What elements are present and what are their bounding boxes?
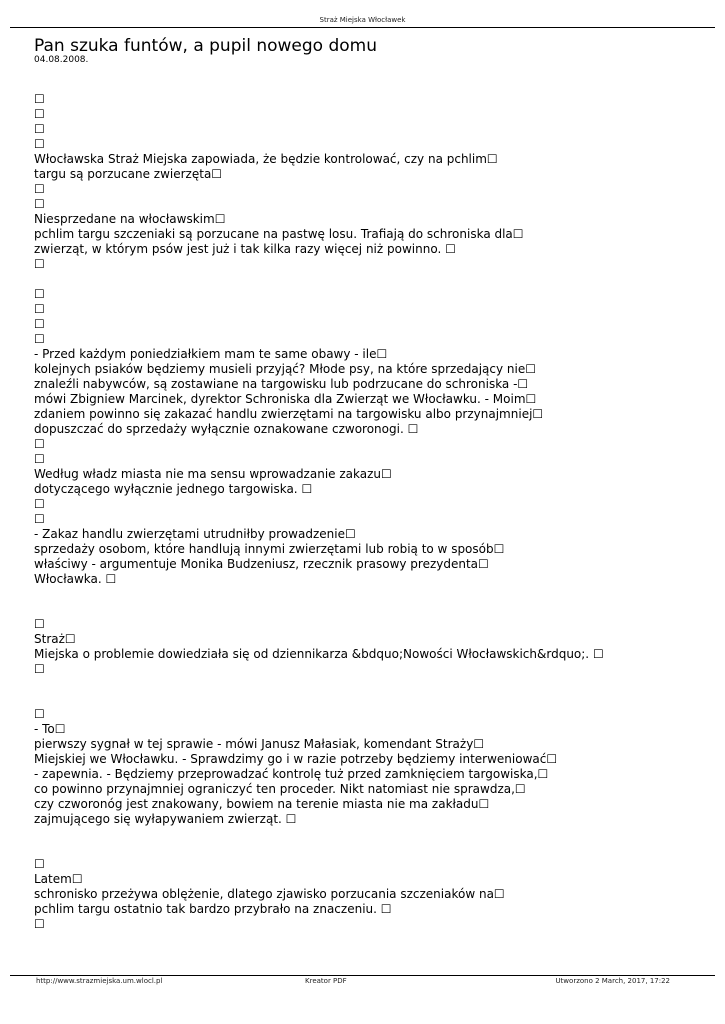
body-line: znaleźli nabywców, są zostawiane na targowisku lub podrzucane do schroniska -☐ xyxy=(34,377,529,391)
body-line: Straż☐ xyxy=(34,632,76,646)
body-line: zwierząt, w którym psów jest już i tak kilka razy więcej niż powinno. ☐ xyxy=(34,242,456,256)
body-line: ☐ xyxy=(34,287,45,301)
footer-creator: Kreator PDF xyxy=(305,977,347,985)
body-line: ☐ xyxy=(34,197,45,211)
body-line: co powinno przynajmniej ograniczyć ten proceder. Nikt natomiast nie sprawdza,☐ xyxy=(34,782,526,796)
article-title: Pan szuka funtów, a pupil nowego domu xyxy=(34,36,378,56)
body-line: - To☐ xyxy=(34,722,66,736)
body-line: ☐ xyxy=(34,857,45,871)
body-line xyxy=(34,272,714,287)
body-line: ☐ xyxy=(34,332,45,346)
body-line: dotyczącego wyłącznie jednego targowiska. ☐ xyxy=(34,482,313,496)
header-site-name: Straż Miejska Włocławek xyxy=(319,16,406,24)
body-line: Latem☐ xyxy=(34,872,83,886)
body-line xyxy=(34,677,714,692)
body-line: ☐ xyxy=(34,107,45,121)
body-line: Włocławska Straż Miejska zapowiada, że będzie kontrolować, czy na pchlim☐ xyxy=(34,152,498,166)
body-line: targu są porzucane zwierzęta☐ xyxy=(34,167,223,181)
body-line: sprzedaży osobom, które handlują innymi zwierzętami lub robią to w sposób☐ xyxy=(34,542,505,556)
body-line xyxy=(34,827,714,842)
body-line xyxy=(34,692,714,707)
body-line: Miejska o problemie dowiedziała się od dziennikarza &bdquo;Nowości Włocławskich&rdquo;. ☐ xyxy=(34,647,604,661)
body-line: ☐ xyxy=(34,317,45,331)
body-line: pchlim targu szczeniaki są porzucane na pastwę losu. Trafiają do schroniska dla☐ xyxy=(34,227,524,241)
body-line: Włocławka. ☐ xyxy=(34,572,117,586)
body-line: ☐ xyxy=(34,437,45,451)
body-line: zajmującego się wyłapywaniem zwierząt. ☐ xyxy=(34,812,297,826)
body-line: ☐ xyxy=(34,662,45,676)
body-line: - Przed każdym poniedziałkiem mam te same obawy - ile☐ xyxy=(34,347,388,361)
body-line: ☐ xyxy=(34,707,45,721)
body-line xyxy=(34,587,714,602)
body-line: czy czworonóg jest znakowany, bowiem na terenie miasta nie ma zakładu☐ xyxy=(34,797,490,811)
body-line: kolejnych psiaków będziemy musieli przyjąć? Młode psy, na które sprzedający nie☐ xyxy=(34,362,536,376)
body-line: ☐ xyxy=(34,617,45,631)
header-divider xyxy=(10,27,715,28)
body-line: Miejskiej we Włocławku. - Sprawdzimy go i w razie potrzeby będziemy interweniować☐ xyxy=(34,752,558,766)
body-line: ☐ xyxy=(34,917,45,931)
body-line: ☐ xyxy=(34,452,45,466)
footer-created-date: Utworzono 2 March, 2017, 17:22 xyxy=(555,977,670,985)
body-line: ☐ xyxy=(34,497,45,511)
article-body xyxy=(34,92,714,932)
body-line: ☐ xyxy=(34,512,45,526)
body-line: ☐ xyxy=(34,257,45,271)
body-line: ☐ xyxy=(34,182,45,196)
body-line: mówi Zbigniew Marcinek, dyrektor Schroniska dla Zwierząt we Włocławku. - Moim☐ xyxy=(34,392,537,406)
body-line: ☐ xyxy=(34,92,45,106)
body-line xyxy=(34,842,714,857)
body-line: pchlim targu ostatnio tak bardzo przybrało na znaczeniu. ☐ xyxy=(34,902,392,916)
article-date: 04.08.2008. xyxy=(34,55,89,65)
body-line: ☐ xyxy=(34,302,45,316)
body-line: pierwszy sygnał w tej sprawie - mówi Janusz Małasiak, komendant Straży☐ xyxy=(34,737,485,751)
body-line: - Zakaz handlu zwierzętami utrudniłby prowadzenie☐ xyxy=(34,527,356,541)
body-line xyxy=(34,602,714,617)
body-line: - zapewnia. - Będziemy przeprowadzać kontrolę tuż przed zamknięciem targowiska,☐ xyxy=(34,767,549,781)
body-line: właściwy - argumentuje Monika Budzeniusz, rzecznik prasowy prezydenta☐ xyxy=(34,557,489,571)
footer-divider xyxy=(10,975,715,976)
body-line: Według władz miasta nie ma sensu wprowadzanie zakazu☐ xyxy=(34,467,392,481)
body-line: Niesprzedane na włocławskim☐ xyxy=(34,212,226,226)
body-line: zdaniem powinno się zakazać handlu zwierzętami na targowisku albo przynajmniej☐ xyxy=(34,407,544,421)
body-line: ☐ xyxy=(34,137,45,151)
body-line: dopuszczać do sprzedaży wyłącznie oznakowane czworonogi. ☐ xyxy=(34,422,419,436)
body-line: schronisko przeżywa oblężenie, dlatego zjawisko porzucania szczeniaków na☐ xyxy=(34,887,505,901)
body-line: ☐ xyxy=(34,122,45,136)
footer-url[interactable]: http://www.strazmiejska.um.wlocl.pl xyxy=(36,977,163,985)
